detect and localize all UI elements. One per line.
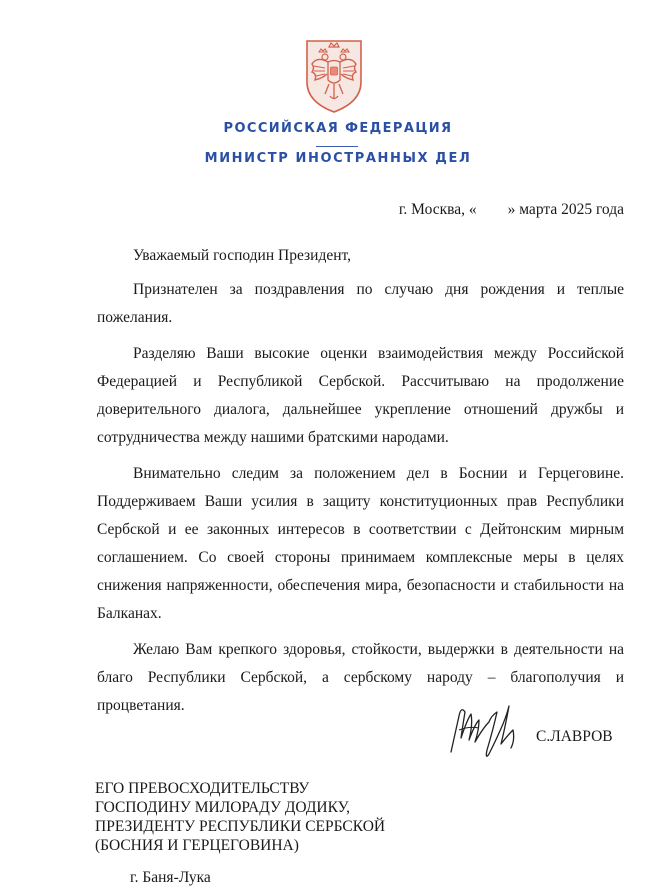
body-paragraph: Признателен за поздравления по случаю дня рождения и теплые пожелания. xyxy=(97,281,624,326)
letter-body xyxy=(97,242,624,728)
addressee-block xyxy=(95,779,385,855)
handwritten-signature-icon xyxy=(445,694,523,764)
letterhead-office: МИНИСТР ИНОСТРАННЫХ ДЕЛ xyxy=(204,151,472,166)
addressee-line: (БОСНИЯ И ГЕРЦЕГОВИНА) xyxy=(95,837,299,854)
body-paragraph: Разделяю Ваши высокие оценки взаимодействия между Российской Федерацией и Республикой Сербской. Рассчитываю на продолжение доверительного диалога, дальнейшее укрепление отношений дружбы и сотрудничества между нашими братскими народами. xyxy=(97,345,624,446)
addressee-city: г. Баня-Лука xyxy=(130,869,211,886)
addressee-line: ПРЕЗИДЕНТУ РЕСПУБЛИКИ СЕРБСКОЙ xyxy=(95,818,386,835)
letterhead-country: РОССИЙСКАЯ ФЕДЕРАЦИЯ xyxy=(223,121,453,136)
addressee-line: ГОСПОДИНУ МИЛОРАДУ ДОДИКУ, xyxy=(95,799,350,816)
body-paragraph: Желаю Вам крепкого здоровья, стойкости, выдержки в деятельности на благо Республики Сербской, а сербскому народу – благополучия и процветания. xyxy=(97,641,624,714)
signatory-name: С.ЛАВРОВ xyxy=(536,728,613,745)
place-date-line: г. Москва, « » марта 2025 года xyxy=(398,201,624,218)
body-paragraph: Внимательно следим за положением дел в Боснии и Герцеговине. Поддерживаем Ваши усилия в защиту конституционных прав Республики Сербской и ее законных интересов в соответствии с Дейтонским мирным соглашением. Со своей стороны принимаем комплексные меры в целях снижения напряженности, обеспечения мира, безопасности и стабильности на Балканах. xyxy=(97,465,624,622)
letterhead-divider xyxy=(316,146,358,147)
double-headed-eagle-icon xyxy=(303,38,365,114)
greeting: Уважаемый господин Президент, xyxy=(133,247,351,264)
addressee-line: ЕГО ПРЕВОСХОДИТЕЛЬСТВУ xyxy=(95,780,310,797)
